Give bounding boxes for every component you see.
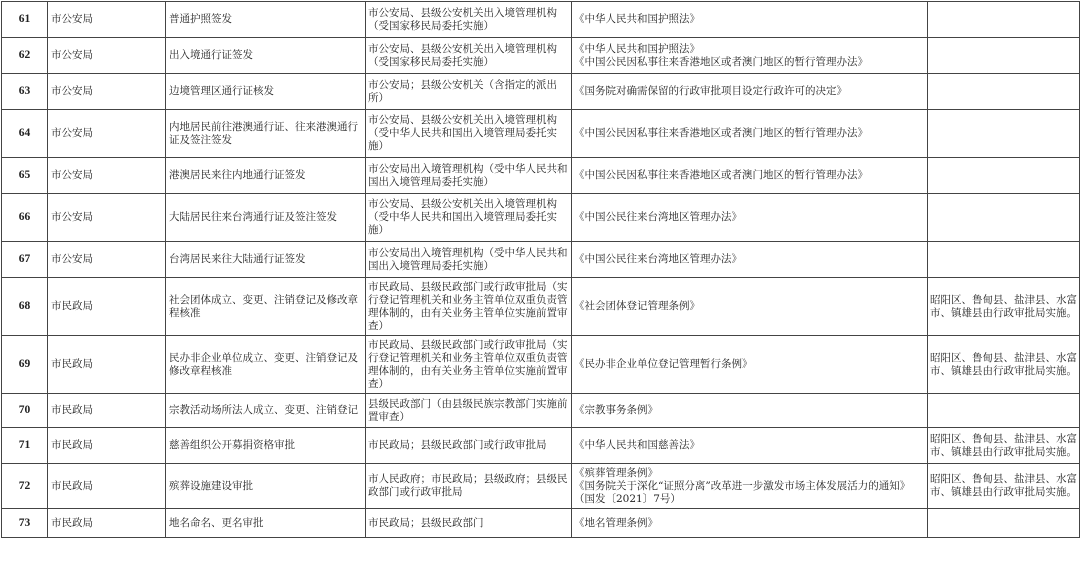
legal-basis-line: 《中国公民因私事往来香港地区或者澳门地区的暂行管理办法》 bbox=[574, 127, 868, 139]
implementing-authority-cell: 市公安局出入境管理机构（受中华人民共和国出入境管理局委托实施） bbox=[366, 158, 572, 194]
legal-basis-cell bbox=[572, 242, 928, 278]
department-cell: 市公安局 bbox=[48, 38, 166, 74]
table-row bbox=[2, 38, 1080, 74]
row-number-cell: 63 bbox=[2, 74, 48, 110]
approval-item-cell: 边境管理区通行证核发 bbox=[166, 74, 366, 110]
department-cell: 市民政局 bbox=[48, 464, 166, 509]
implementing-authority-cell: 市公安局、县级公安机关出入境管理机构（受国家移民局委托实施） bbox=[366, 2, 572, 38]
department-cell: 市公安局 bbox=[48, 242, 166, 278]
legal-basis-cell bbox=[572, 74, 928, 110]
legal-basis-cell bbox=[572, 336, 928, 394]
row-number-cell: 70 bbox=[2, 394, 48, 428]
remarks-cell bbox=[928, 242, 1080, 278]
approval-item-cell: 社会团体成立、变更、注销登记及修改章程核准 bbox=[166, 278, 366, 336]
row-number-cell: 65 bbox=[2, 158, 48, 194]
legal-basis-line: 《中华人民共和国慈善法》 bbox=[574, 439, 700, 451]
implementing-authority-cell: 市人民政府；市民政局；县级政府；县级民政部门或行政审批局 bbox=[366, 464, 572, 509]
implementing-authority-cell: 市公安局、县级公安机关出入境管理机构（受中华人民共和国出入境管理局委托实施） bbox=[366, 194, 572, 242]
implementing-authority-cell: 市公安局、县级公安机关出入境管理机构（受中华人民共和国出入境管理局委托实施） bbox=[366, 110, 572, 158]
table-row bbox=[2, 394, 1080, 428]
legal-basis-line: 《中国公民往来台湾地区管理办法》 bbox=[574, 253, 742, 265]
legal-basis-line: 《社会团体登记管理条例》 bbox=[574, 300, 700, 312]
department-cell: 市公安局 bbox=[48, 194, 166, 242]
department-cell: 市民政局 bbox=[48, 336, 166, 394]
table-row bbox=[2, 110, 1080, 158]
approval-items-table bbox=[1, 1, 1080, 538]
row-number-cell: 69 bbox=[2, 336, 48, 394]
implementing-authority-cell: 市民政局、县级民政部门或行政审批局（实行登记管理机关和业务主管单位双重负责管理体制的，由有关业务主管单位实施前置审查） bbox=[366, 278, 572, 336]
row-number-cell: 71 bbox=[2, 428, 48, 464]
row-number-cell: 64 bbox=[2, 110, 48, 158]
remarks-cell: 昭阳区、鲁甸县、盐津县、水富市、镇雄县由行政审批局实施。 bbox=[928, 428, 1080, 464]
approval-item-cell: 内地居民前往港澳通行证、往来港澳通行证及签注签发 bbox=[166, 110, 366, 158]
table-row bbox=[2, 242, 1080, 278]
row-number-cell: 62 bbox=[2, 38, 48, 74]
row-number-cell: 66 bbox=[2, 194, 48, 242]
legal-basis-line: 《国务院对确需保留的行政审批项目设定行政许可的决定》 bbox=[574, 85, 847, 97]
row-number-cell: 72 bbox=[2, 464, 48, 509]
legal-basis-line: 《中国公民往来台湾地区管理办法》 bbox=[574, 211, 742, 223]
table-row bbox=[2, 428, 1080, 464]
department-cell: 市公安局 bbox=[48, 2, 166, 38]
legal-basis-line: 《中国公民因私事往来香港地区或者澳门地区的暂行管理办法》 bbox=[574, 169, 868, 181]
remarks-cell bbox=[928, 110, 1080, 158]
department-cell: 市公安局 bbox=[48, 110, 166, 158]
row-number-cell: 67 bbox=[2, 242, 48, 278]
table-body bbox=[2, 2, 1080, 538]
department-cell: 市民政局 bbox=[48, 394, 166, 428]
table-row bbox=[2, 509, 1080, 538]
implementing-authority-cell: 市公安局、县级公安机关出入境管理机构（受国家移民局委托实施） bbox=[366, 38, 572, 74]
remarks-cell bbox=[928, 194, 1080, 242]
legal-basis-line: 《中国公民因私事往来香港地区或者澳门地区的暂行管理办法》 bbox=[574, 55, 868, 68]
remarks-cell bbox=[928, 509, 1080, 538]
approval-item-cell: 出入境通行证签发 bbox=[166, 38, 366, 74]
table-row bbox=[2, 2, 1080, 38]
table-row bbox=[2, 194, 1080, 242]
approval-item-cell: 台湾居民来往大陆通行证签发 bbox=[166, 242, 366, 278]
legal-basis-cell bbox=[572, 278, 928, 336]
approval-item-cell: 殡葬设施建设审批 bbox=[166, 464, 366, 509]
approval-item-cell: 民办非企业单位成立、变更、注销登记及修改章程核准 bbox=[166, 336, 366, 394]
legal-basis-cell bbox=[572, 38, 928, 74]
legal-basis-line: 《中华人民共和国护照法》 bbox=[574, 42, 700, 55]
legal-basis-line: 《地名管理条例》 bbox=[574, 516, 658, 529]
approval-item-cell: 大陆居民往来台湾通行证及签注签发 bbox=[166, 194, 366, 242]
department-cell: 市公安局 bbox=[48, 158, 166, 194]
implementing-authority-cell: 市民政局；县级民政部门或行政审批局 bbox=[366, 428, 572, 464]
row-number-cell: 68 bbox=[2, 278, 48, 336]
legal-basis-cell bbox=[572, 509, 928, 538]
department-cell: 市公安局 bbox=[48, 74, 166, 110]
table-row bbox=[2, 158, 1080, 194]
remarks-cell: 昭阳区、鲁甸县、盐津县、水富市、镇雄县由行政审批局实施。 bbox=[928, 464, 1080, 509]
row-number-cell: 73 bbox=[2, 509, 48, 538]
department-cell: 市民政局 bbox=[48, 428, 166, 464]
legal-basis-cell bbox=[572, 394, 928, 428]
row-number-cell: 61 bbox=[2, 2, 48, 38]
table-row bbox=[2, 464, 1080, 509]
implementing-authority-cell: 市公安局出入境管理机构（受中华人民共和国出入境管理局委托实施） bbox=[366, 242, 572, 278]
implementing-authority-cell: 市公安局；县级公安机关（含指定的派出所） bbox=[366, 74, 572, 110]
remarks-cell: 昭阳区、鲁甸县、盐津县、水富市、镇雄县由行政审批局实施。 bbox=[928, 278, 1080, 336]
approval-item-cell: 普通护照签发 bbox=[166, 2, 366, 38]
implementing-authority-cell: 县级民政部门（由县级民族宗教部门实施前置审查） bbox=[366, 394, 572, 428]
table-row bbox=[2, 278, 1080, 336]
legal-basis-line: 《民办非企业单位登记管理暂行条例》 bbox=[574, 358, 753, 370]
remarks-cell bbox=[928, 74, 1080, 110]
legal-basis-cell bbox=[572, 110, 928, 158]
legal-basis-cell bbox=[572, 464, 928, 509]
legal-basis-cell bbox=[572, 158, 928, 194]
approval-item-cell: 慈善组织公开募捐资格审批 bbox=[166, 428, 366, 464]
remarks-cell: 昭阳区、鲁甸县、盐津县、水富市、镇雄县由行政审批局实施。 bbox=[928, 336, 1080, 394]
department-cell: 市民政局 bbox=[48, 278, 166, 336]
legal-basis-cell bbox=[572, 194, 928, 242]
remarks-cell bbox=[928, 158, 1080, 194]
approval-item-cell: 宗教活动场所法人成立、变更、注销登记 bbox=[166, 394, 366, 428]
remarks-cell bbox=[928, 394, 1080, 428]
implementing-authority-cell: 市民政局；县级民政部门 bbox=[366, 509, 572, 538]
legal-basis-cell bbox=[572, 2, 928, 38]
remarks-cell bbox=[928, 2, 1080, 38]
legal-basis-line: 《中华人民共和国护照法》 bbox=[574, 13, 700, 25]
legal-basis-line: 《殡葬管理条例》 bbox=[574, 466, 658, 479]
implementing-authority-cell: 市民政局、县级民政部门或行政审批局（实行登记管理机关和业务主管单位双重负责管理体制的，由有关业务主管单位实施前置审查） bbox=[366, 336, 572, 394]
approval-item-cell: 地名命名、更名审批 bbox=[166, 509, 366, 538]
department-cell: 市民政局 bbox=[48, 509, 166, 538]
approval-item-cell: 港澳居民来往内地通行证签发 bbox=[166, 158, 366, 194]
table-row bbox=[2, 336, 1080, 394]
table-row bbox=[2, 74, 1080, 110]
remarks-cell bbox=[928, 38, 1080, 74]
legal-basis-line: 《国务院关于深化“证照分离”改革进一步激发市场主体发展活力的通知》（国发〔2021〕7号） bbox=[574, 479, 911, 505]
legal-basis-cell bbox=[572, 428, 928, 464]
legal-basis-line: 《宗教事务条例》 bbox=[574, 404, 658, 416]
